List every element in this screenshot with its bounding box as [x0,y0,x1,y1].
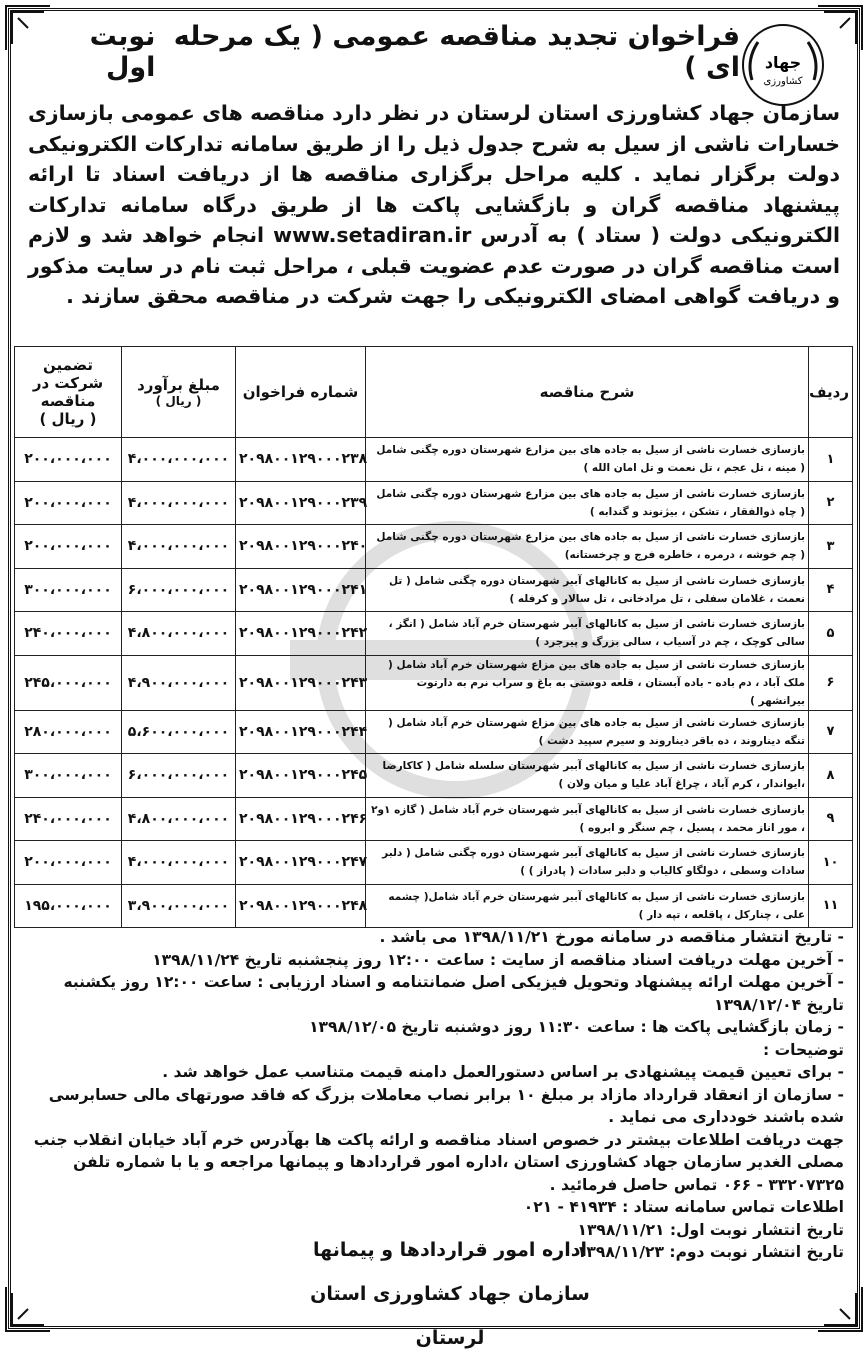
description-cell: بازسازی خسارت ناشی از سیل به جاده های بین مزارع شهرستان دوره چگنی شامل ( چم خوشه ، درمره ، خاطره فرج و چرخستانه) [366,525,809,569]
notice-turn: نوبت اول [89,21,156,83]
note-setad-contact: اطلاعات تماس سامانه ستاد : ۴۱۹۳۴ - ۰۲۱ [523,1198,844,1216]
signature-department: اداره امور قراردادها و پیمانها [313,1239,587,1261]
call-number-cell: ۲۰۹۸۰۰۱۲۹۰۰۰۲۴۴ [236,710,366,754]
row-number-cell: ۹ [809,797,853,841]
ornament-corner-icon [816,1285,864,1333]
row-number-cell: ۶ [809,655,853,710]
estimate-label: مبلغ برآورد [137,376,220,394]
row-number-cell: ۱۱ [809,884,853,928]
guarantee-cell: ۲۰۰،۰۰۰،۰۰۰ [15,841,122,885]
table-row [15,438,853,482]
col-header-guarantee [15,347,122,438]
guarantee-cell: ۲۴۵،۰۰۰،۰۰۰ [15,655,122,710]
setadiran-link[interactable]: www.setadiran.ir [273,223,472,247]
organization-name: سازمان جهاد کشاورزی استان لرستان [456,101,840,125]
notes-section [24,926,844,1264]
note-explanations-heading: توضیحات : [762,1040,844,1059]
table-row [15,797,853,841]
note-first-publish: تاریخ انتشار نوبت اول: ۱۳۹۸/۱۱/۲۱ [577,1220,844,1239]
call-number-cell: ۲۰۹۸۰۰۱۲۹۰۰۰۲۴۶ [236,797,366,841]
intro-text-1: در نظر دارد مناقصه های عمومی بازسازی خسارات ناشی از سیل به شرح جدول ذیل را از طریق سامانه تدارکات الکترونیکی دولت برگزار نماید . کلیه مراحل برگزاری مناقصه ها از دریافت اسناد تا ارائه پیشنهاد مناقصه گران و بازگشایی پاکت ها از طریق درگاه سامانه تدارکات الکترونیکی دولت ( ستاد ) به آدرس [28,101,841,247]
col-header-estimate [122,347,236,438]
estimate-cell: ۵،۶۰۰،۰۰۰،۰۰۰ [122,710,236,754]
table-row [15,884,853,928]
col-header-call-number: شماره فراخوان [236,347,366,438]
intro-text-2: انجام خواهد شد و لازم است مناقصه گران در صورت عدم عضویت قبلی ، مراحل ثبت نام در سایت مذکور و دریافت گواهی امضای الکترونیکی را جهت شرکت در مناقصه محقق سازند . [28,223,840,308]
table-row [15,710,853,754]
call-number-cell: ۲۰۹۸۰۰۱۲۹۰۰۰۲۴۳ [236,655,366,710]
table-row [15,525,853,569]
table-row [15,481,853,525]
estimate-unit: ( ریال ) [155,394,202,408]
description-cell: بازسازی خسارت ناشی از سیل به جاده های بین مزارع شهرستان دوره چگنی شامل ( مینه ، تل عجم ، تل نعمت و تل امان الله ) [366,438,809,482]
logo-text-1: جهاد [764,53,802,72]
col-header-description: شرح مناقصه [366,347,809,438]
description-cell: بازسازی خسارت ناشی از سیل به کانالهای آببر شهرستان خرم آباد شامل ( گازه ۱و۲ ، مور اناز محمد ، پسیل ، چم سنگر و ابروه ) [366,797,809,841]
table-row [15,612,853,656]
description-cell: بازسازی خسارت ناشی از سیل به کانالهای آببر شهرستان خرم آباد شامل ( انگز ، سالی کوچک ، چم در آسیاب ، سالی بزرگ و پیرجرد ) [366,612,809,656]
estimate-cell: ۳،۹۰۰،۰۰۰،۰۰۰ [122,884,236,928]
guarantee-cell: ۳۰۰،۰۰۰،۰۰۰ [15,568,122,612]
header [40,22,740,82]
call-number-cell: ۲۰۹۸۰۰۱۲۹۰۰۰۲۴۸ [236,884,366,928]
guarantee-unit: ( ریال ) [39,410,97,428]
guarantee-cell: ۲۰۰،۰۰۰،۰۰۰ [15,438,122,482]
jahad-keshavarzi-logo [738,20,828,110]
estimate-cell: ۴،۰۰۰،۰۰۰،۰۰۰ [122,481,236,525]
guarantee-cell: ۱۹۵،۰۰۰،۰۰۰ [15,884,122,928]
guarantee-label: تضمین شرکت در مناقصه [32,356,104,410]
signature-block [290,1228,610,1360]
table-row [15,655,853,710]
estimate-cell: ۴،۰۰۰،۰۰۰،۰۰۰ [122,841,236,885]
estimate-cell: ۴،۹۰۰،۰۰۰،۰۰۰ [122,655,236,710]
description-cell: بازسازی خسارت ناشی از سیل به کانالهای آببر شهرستان دوره چگنی شامل ( دلبر سادات وسطی ، دولگاو کالیاب و دلبر سادات ( پادراز ) ) [366,841,809,885]
description-cell: بازسازی خسارت ناشی از سیل به کانالهای آببر شهرستان خرم آباد شامل( چشمه علی ، چنارکل ، پاقلعه ، تپه دار ) [366,884,809,928]
guarantee-cell: ۲۰۰،۰۰۰،۰۰۰ [15,525,122,569]
note-contact-address: جهت دریافت اطلاعات بیشتر در خصوص اسناد مناقصه و ارائه پاکت ها بهآدرس خرم آباد خیابان انقلاب جنب مصلی الغدیر سازمان جهاد کشاورزی استان ،اداره امور قراردادها و پیمانها مراجعه و یا با شماره تلفن ۳۳۲۰۷۳۲۵ - ۰۶۶ تماس حاصل فرمائید . [33,1130,844,1194]
estimate-cell: ۶،۰۰۰،۰۰۰،۰۰۰ [122,754,236,798]
table-row [15,754,853,798]
ornament-corner-icon [4,1285,52,1333]
row-number-cell: ۳ [809,525,853,569]
logo-text-2: کشاورزی [763,76,803,87]
row-number-cell: ۲ [809,481,853,525]
table-row [15,568,853,612]
call-number-cell: ۲۰۹۸۰۰۱۲۹۰۰۰۲۳۸ [236,438,366,482]
call-number-cell: ۲۰۹۸۰۰۱۲۹۰۰۰۲۴۰ [236,525,366,569]
guarantee-cell: ۲۴۰،۰۰۰،۰۰۰ [15,612,122,656]
table-body [15,438,853,928]
estimate-cell: ۴،۸۰۰،۰۰۰،۰۰۰ [122,612,236,656]
call-number-cell: ۲۰۹۸۰۰۱۲۹۰۰۰۲۴۵ [236,754,366,798]
call-number-cell: ۲۰۹۸۰۰۱۲۹۰۰۰۲۴۱ [236,568,366,612]
note-publish-date: - تاریخ انتشار مناقصه در سامانه مورخ ۱۳۹۸/۱۱/۲۱ می باشد . [24,926,844,949]
note-opening-time: - زمان بازگشایی پاکت ها : ساعت ۱۱:۳۰ روز دوشنبه تاریخ ۱۳۹۸/۱۲/۰۵ [24,1016,844,1039]
guarantee-cell: ۲۴۰،۰۰۰،۰۰۰ [15,797,122,841]
tender-table [14,346,853,928]
note-document-deadline: - آخرین مهلت دریافت اسناد مناقصه از سایت : ساعت ۱۲:۰۰ روز پنجشنبه تاریخ ۱۳۹۸/۱۱/۲۴ [24,949,844,972]
signature-organization: سازمان جهاد کشاورزی استان لرستان [310,1283,590,1349]
estimate-cell: ۴،۰۰۰،۰۰۰،۰۰۰ [122,438,236,482]
row-number-cell: ۴ [809,568,853,612]
note-second-publish: تاریخ انتشار نوبت دوم: ۱۳۹۸/۱۱/۲۳ [576,1243,844,1261]
description-cell: بازسازی خسارت ناشی از سیل به جاده های بین مزاع شهرستان خرم آباد شامل ( تنگه دیناروند ، ده باقر دیناروند و سیرم سپید دشت ) [366,710,809,754]
note-proposal-deadline: - آخرین مهلت ارائه پیشنهاد وتحویل فیزیکی اصل ضمانتنامه و اسناد ارزیابی : ساعت ۱۲:۰۰ روز یکشنبه تاریخ ۱۳۹۸/۱۲/۰۴ [24,971,844,1016]
row-number-cell: ۵ [809,612,853,656]
call-number-cell: ۲۰۹۸۰۰۱۲۹۰۰۰۲۴۲ [236,612,366,656]
description-cell: بازسازی خسارت ناشی از سیل به جاده های بین مزارع شهرستان دوره چگنی شامل ( چاه ذوالفقار ، تشکن ، بیژنوند و گندابه ) [366,481,809,525]
call-number-cell: ۲۰۹۸۰۰۱۲۹۰۰۰۲۴۷ [236,841,366,885]
col-header-row-number: ردیف [809,347,853,438]
estimate-cell: ۴،۸۰۰،۰۰۰،۰۰۰ [122,797,236,841]
notice-title: فراخوان تجدید مناقصه عمومی ( یک مرحله ای ) [173,21,740,83]
row-number-cell: ۷ [809,710,853,754]
table-row [15,841,853,885]
call-number-cell: ۲۰۹۸۰۰۱۲۹۰۰۰۲۳۹ [236,481,366,525]
note-price-range: - برای تعیین قیمت پیشنهادی بر اساس دستورالعمل دامنه قیمت متناسب عمل خواهد شد . [24,1061,844,1084]
guarantee-cell: ۳۰۰،۰۰۰،۰۰۰ [15,754,122,798]
estimate-cell: ۴،۰۰۰،۰۰۰،۰۰۰ [122,525,236,569]
guarantee-cell: ۲۸۰،۰۰۰،۰۰۰ [15,710,122,754]
note-contract-limit: - سازمان از انعقاد قرارداد مازاد بر مبلغ ۱۰ برابر نصاب معاملات بزرگ که فاقد صورتهای مالی حسابرسی شده باشند خودداری می نماید . [24,1084,844,1129]
description-cell: بازسازی خسارت ناشی از سیل به کانالهای آببر شهرستان دوره چگنی شامل ( تل نعمت ، غلامان سفلی ، تل مرادخانی ، تل سالار و کرفله ) [366,568,809,612]
description-cell: بازسازی خسارت ناشی از سیل به جاده های بین مزاع شهرستان خرم آباد شامل ( ملک آباد ، دم باده - باده آبستان ، قلعه دوستی به باغ و سراب نرم به دارتوت بیرانشهر ) [366,655,809,710]
description-cell: بازسازی خسارت ناشی از سیل به کانالهای آببر شهرستان سلسله شامل ( کاکارضا ،ایواندار ، کرم آباد ، چراغ آباد علیا و میان ولان ) [366,754,809,798]
intro-paragraph [28,98,840,312]
row-number-cell: ۸ [809,754,853,798]
table-header-row [15,347,853,438]
guarantee-cell: ۲۰۰،۰۰۰،۰۰۰ [15,481,122,525]
row-number-cell: ۱ [809,438,853,482]
estimate-cell: ۶،۰۰۰،۰۰۰،۰۰۰ [122,568,236,612]
row-number-cell: ۱۰ [809,841,853,885]
